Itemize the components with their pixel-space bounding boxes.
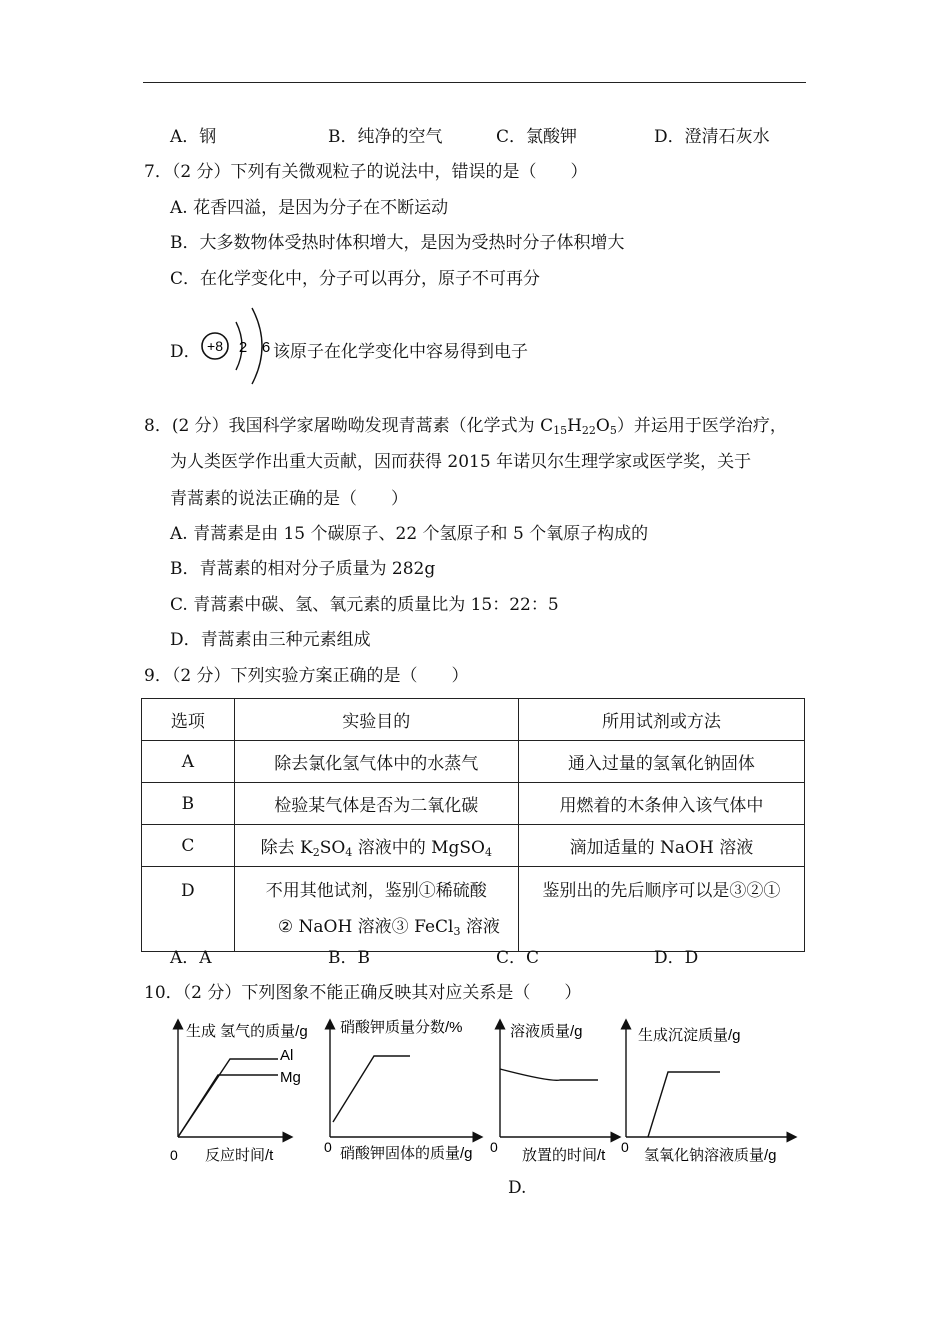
graph-a-xlabel: 反应时间/t	[205, 1147, 274, 1164]
graph-b-line	[333, 1056, 410, 1122]
graph-d-line	[648, 1072, 720, 1137]
cell-goal: 除去氯化氢气体中的水蒸气	[234, 741, 518, 783]
graph-b	[324, 1019, 478, 1172]
header-rule	[143, 82, 806, 83]
graph-c-origin: 0	[490, 1139, 498, 1155]
graph-b-ylabel: 硝酸钾质量分数/%	[340, 1019, 463, 1036]
cell-goal: 不用其他试剂，鉴别①稀硫酸 ② NaOH 溶液③ FeCl$_3$ 溶液	[234, 867, 518, 952]
atom-structure-diagram	[196, 300, 276, 392]
graph-c-line	[500, 1069, 598, 1080]
q9-option-c: C．C	[496, 948, 540, 968]
q8-stem-line2: 为人类医学作出重大贡献，因而获得 2015 年诺贝尔生理学家或医学奖，关于	[170, 452, 752, 472]
q7-option-d-label: D．	[170, 342, 201, 362]
graph-d-caption: D.	[508, 1178, 527, 1198]
graph-d-ylabel: 生成沉淀质量/g	[638, 1027, 741, 1044]
graph-a-label-al: Al	[280, 1047, 294, 1064]
q8-stem-line3: 青蒿素的说法正确的是（ ）	[170, 489, 408, 509]
q10-stem: 10．（2 分）下列图象不能正确反映其对应关系是（ ）	[144, 983, 582, 1003]
q8-option-d: D．青蒿素由三种元素组成	[170, 630, 371, 650]
shell-1-electrons: 2	[238, 339, 248, 356]
electron-shell-2	[252, 308, 262, 384]
cell-option: D	[142, 867, 235, 952]
q6-option-a: A．钢	[170, 127, 217, 147]
cell-goal: 除去 $K_2SO_4$ 溶液中的 MgSO$_4$	[234, 825, 518, 867]
nucleus-charge: +8	[207, 338, 223, 354]
graph-a-origin: 0	[170, 1147, 178, 1163]
q8-option-a: A. 青蒿素是由 15 个碳原子、22 个氢原子和 5 个氧原子构成的	[170, 524, 649, 544]
graph-d-origin: 0	[621, 1139, 629, 1155]
cell-option: C	[142, 825, 235, 867]
q8-option-c: C. 青蒿素中碳、氢、氧元素的质量比为 15：22：5	[170, 595, 559, 615]
q7-stem: 7．（2 分）下列有关微观粒子的说法中，错误的是（ ）	[144, 162, 588, 182]
shell-2-electrons: 6	[261, 339, 271, 356]
q8-option-b: B．青蒿素的相对分子质量为 282g	[170, 559, 436, 579]
q9-stem: 9．（2 分）下列实验方案正确的是（ ）	[144, 666, 469, 686]
q9-table	[141, 698, 805, 952]
q6-option-d: D．澄清石灰水	[654, 127, 770, 147]
table-row	[142, 783, 805, 825]
cell-method: 鉴别出的先后顺序可以是③②①	[518, 867, 804, 952]
cell-method: 通入过量的氢氧化钠固体	[518, 741, 804, 783]
graph-c-xlabel: 放置的时间/t	[522, 1147, 606, 1164]
header-method: 所用试剂或方法	[518, 699, 804, 741]
cell-option: A	[142, 741, 235, 783]
cell-option: B	[142, 783, 235, 825]
table-row	[142, 867, 805, 952]
graph-a-label-mg: Mg	[280, 1069, 301, 1086]
cell-method: 滴加适量的 NaOH 溶液	[518, 825, 804, 867]
table-header-row	[142, 699, 805, 741]
q7-option-c: C．在化学变化中，分子可以再分，原子不可再分	[170, 269, 541, 289]
q7-option-d-text: 该原子在化学变化中容易得到电子	[273, 342, 528, 362]
graph-c	[490, 1022, 616, 1172]
header-goal: 实验目的	[234, 699, 518, 741]
header-option: 选项	[142, 699, 235, 741]
q10-graphs	[160, 1012, 800, 1172]
cell-goal: 检验某气体是否为二氧化碳	[234, 783, 518, 825]
q7-option-b: B．大多数物体受热时体积增大，是因为受热时分子体积增大	[170, 233, 625, 253]
q9-option-d: D．D	[654, 948, 699, 968]
q6-option-c: C．氯酸钾	[496, 127, 578, 147]
graph-a-line-al	[178, 1059, 278, 1137]
graph-a-ylabel: 生成 氢气的质量/g	[186, 1023, 308, 1040]
graph-a-line-mg	[178, 1075, 278, 1137]
table-row	[142, 825, 805, 867]
q8-stem-line1: 8．(2 分）我国科学家屠呦呦发现青蒿素（化学式为 $C_{15}H_{22}O_5$）并运用于医学治疗，	[144, 416, 787, 437]
q6-option-b: B．纯净的空气	[328, 127, 443, 147]
graph-c-ylabel: 溶液质量/g	[510, 1023, 583, 1040]
cell-method: 用燃着的木条伸入该气体中	[518, 783, 804, 825]
q9-option-b: B．B	[328, 948, 370, 968]
q7-option-a: A. 花香四溢，是因为分子在不断运动	[170, 198, 449, 218]
graph-d	[621, 1024, 792, 1164]
graph-a	[170, 1023, 308, 1172]
q9-option-a: A．A	[170, 948, 212, 968]
graph-d-xlabel: 氢氧化钠溶液质量/g	[644, 1147, 777, 1164]
table-row	[142, 741, 805, 783]
graph-b-xlabel: 硝酸钾固体的质量/g	[340, 1145, 473, 1162]
graph-b-origin: 0	[324, 1139, 332, 1155]
